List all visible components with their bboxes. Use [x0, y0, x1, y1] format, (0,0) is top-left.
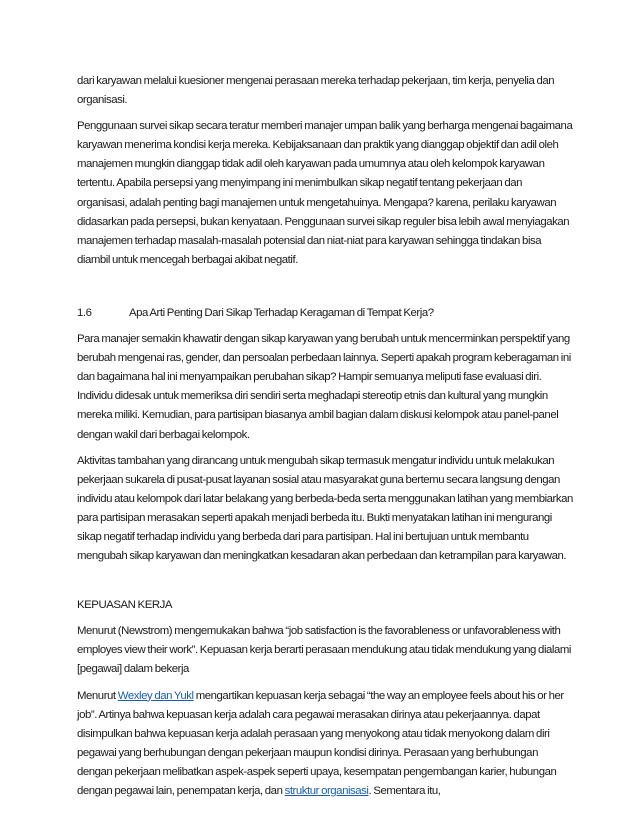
document-page	[77, 72, 573, 808]
spacer	[77, 573, 573, 596]
paragraph-keberagaman: Para manajer semakin khawatir dengan sikap karyawan yang berubah untuk mencerminkan perspektif yang berubah mengenai ras, gender, dan persoalan perbedaan lainnya. Seperti apakah program keberagaman ini dan bagaimana hal ini menyampaikan perubahan sikap? Hampir semuanya meliputi fase evaluasi diri. Individu didesak untuk memeriksa diri sendiri serta meghadapi stereotip etnis dan kultural yang mungkin mereka miliki. Kemudian, para partisipan biasanya ambil bagian dalam diskusi kelompok atau panel-panel dengan wakil dari berbagai kelompok.	[77, 333, 571, 441]
paragraph-wexley-yukl	[77, 687, 573, 802]
paragraph-survei-sikap: Penggunaan survei sikap secara teratur memberi manajer umpan balik yang berharga mengenai bagaimana karyawan menerima kondisi kerja mereka. Kebijaksanaan dan praktik yang dianggap objektif dan adil oleh manajemen mungkin dianggap tidak adil oleh karyawan pada umumnya atau oleh kelompok karyawan tertentu. Apabila persepsi yang menyimpang ini menimbulkan sikap negatif tentang pekerjaan dan organisasi, adalah penting bagi manajemen untuk mengetahuinya. Mengapa? karena, perilaku karyawan didasarkan pada persepsi, bukan kenyataan. Penggunaan survei sikap reguler bisa lebih awal menyiagakan manajemen terhadap masalah-masalah potensial dan niat-niat para karyawan sehingga tindakan bisa diambil untuk mencegah berbagai akibat negatif.	[77, 120, 573, 266]
spacer	[77, 277, 573, 304]
text-segment: mengartikan kepuasan kerja sebagai “the way an employee feels about his or her job”. Artinya bahwa kepuasan kerja adalah cara pegawai merasakan dirinya atau pekerjaannya. dapat disimpulkan bahwa kepuasan kerja adalah perasaan yang menyokong atau tidak menyokong dalam diri pegawai yang berhubungan dengan pekerjaan maupun kondisi dirinya. Perasaan yang berhubungan dengan pekerjaan melibatkan aspek-aspek seperti upaya, kesempatan pengembangan karier, hubungan dengan pegawai lain, penempatan kerja, dan	[77, 689, 564, 797]
paragraph-aktivitas: Aktivitas tambahan yang dirancang untuk mengubah sikap termasuk mengatur individu untuk melakukan pekerjaan sukarela di pusat-pusat layanan sosial atau masyarakat guna bertemu secara langsung dengan individu atau kelompok dari latar belakang yang berbeda-beda serta menggunakan latihan yang membiarkan para partisipan merasakan seperti apakah menjadi berbeda itu. Bukti menyatakan latihan ini mengurangi sikap negatif terhadap individu yang berbeda dari para partisipan. Hal ini bertujuan untuk membantu mengubah sikap karyawan dan meningkatkan kesadaran akan perbedaan dan ketrampilan para karyawan.	[77, 454, 573, 563]
section-title: Apa Arti Penting Dari Sikap Terhadap Keragaman di Tempat Kerja?	[129, 306, 434, 319]
paragraph-kuesioner: dari karyawan melalui kuesioner mengenai perasaan mereka terhadap pekerjaan, tim kerja, penyelia dan organisasi.	[77, 75, 555, 107]
section-number: 1.6	[77, 306, 92, 319]
struktur-organisasi-link[interactable]: struktur organisasi	[284, 785, 369, 797]
section-heading	[77, 304, 573, 323]
wexley-yukl-link[interactable]: Wexley dan Yukl	[117, 689, 194, 702]
paragraph-newstrom: Menurut (Newstrom) mengemukakan bahwa “job satisfaction is the favorableness or unfavorableness with employes view their work”. Kepuasan kerja berarti perasaan mendukung atau tidak mendukung yang dialami [pegawai] dalam bekerja	[77, 625, 571, 676]
heading-kepuasan-kerja: KEPUASAN KERJA	[77, 599, 173, 612]
text-segment: . Sementara itu,	[368, 785, 441, 797]
text-segment: Menurut	[77, 689, 118, 702]
